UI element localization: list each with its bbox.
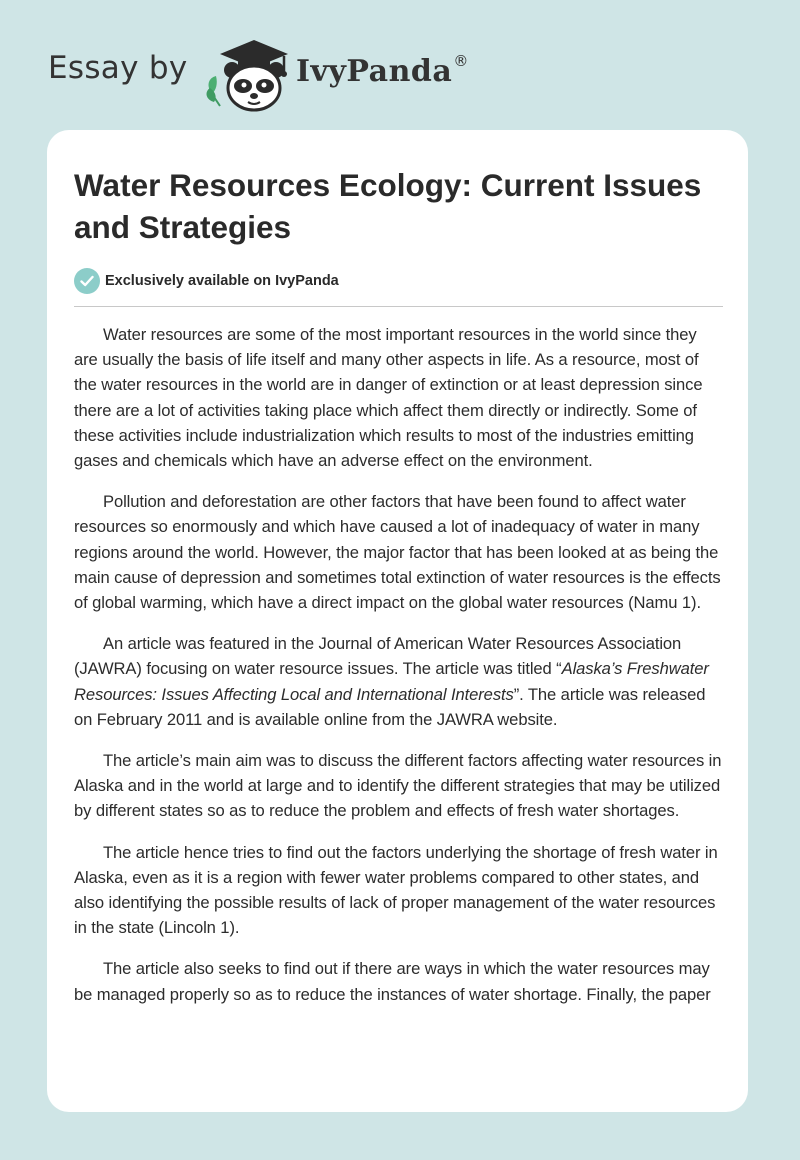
check-icon — [74, 268, 100, 294]
paragraph: Pollution and deforestation are other factors that have been found to affect water resources so enormously and which have caused a lot of inadequacy of water in many regions around the world. However, the major factor that has been looked at as being the main cause of depression and sometimes total extinction of water resources is the effects of global warming, which have a direct impact on the global water resources (Namu 1). — [74, 492, 721, 613]
essay-card — [47, 130, 748, 1112]
site-header — [48, 36, 508, 116]
brand-name[interactable]: IvyPanda® — [296, 52, 469, 89]
exclusive-label: Exclusively available on IvyPanda — [105, 273, 339, 289]
article-title-citation: Alaska’s Freshwater Resources: Issues Affecting Local and International Interests — [74, 659, 709, 704]
paragraph: The article also seeks to find out if there are ways in which the water resources may be managed properly so as to reduce the instances of water shortage. Finally, the paper — [74, 959, 711, 1004]
essay-by-label: Essay by — [48, 50, 188, 86]
paragraph: Water resources are some of the most important resources in the world since they are usually the basis of life itself and many other aspects in life. As a resource, most of the water resources in the world are in danger of extinction or at least depression since there are a lot of activities taking place which affect them directly or indirectly. Some of these activities include industrialization which results to most of the industries emitting gases and chemicals which have an adverse effect on the environment. — [74, 325, 703, 471]
paragraph: The article’s main aim was to discuss the different factors affecting water resources in Alaska and in the world at large and to identify the different strategies that may be utilized by different states so as to reduce the problem and effects of fresh water shortages. — [74, 751, 722, 821]
panda-graduate-icon[interactable] — [198, 36, 294, 112]
page-title: Water Resources Ecology: Current Issues and Strategies — [74, 167, 702, 245]
essay-body — [74, 322, 724, 1007]
exclusive-badge — [74, 268, 724, 294]
divider — [74, 306, 723, 307]
paragraph: An article was featured in the Journal of American Water Resources Association (JAWRA) focusing on water resource issues. The article was titled “Alaska’s Freshwater Resources: Issues Affecting Local and International Interests”. The article was released on February 2011 and is available online from the JAWRA website. — [74, 634, 709, 729]
paragraph: The article hence tries to find out the factors underlying the shortage of fresh water in Alaska, even as it is a region with fewer water problems compared to other states, and also identifying the possible results of lack of proper management of the water resources in the state (Lincoln 1). — [74, 842, 718, 938]
